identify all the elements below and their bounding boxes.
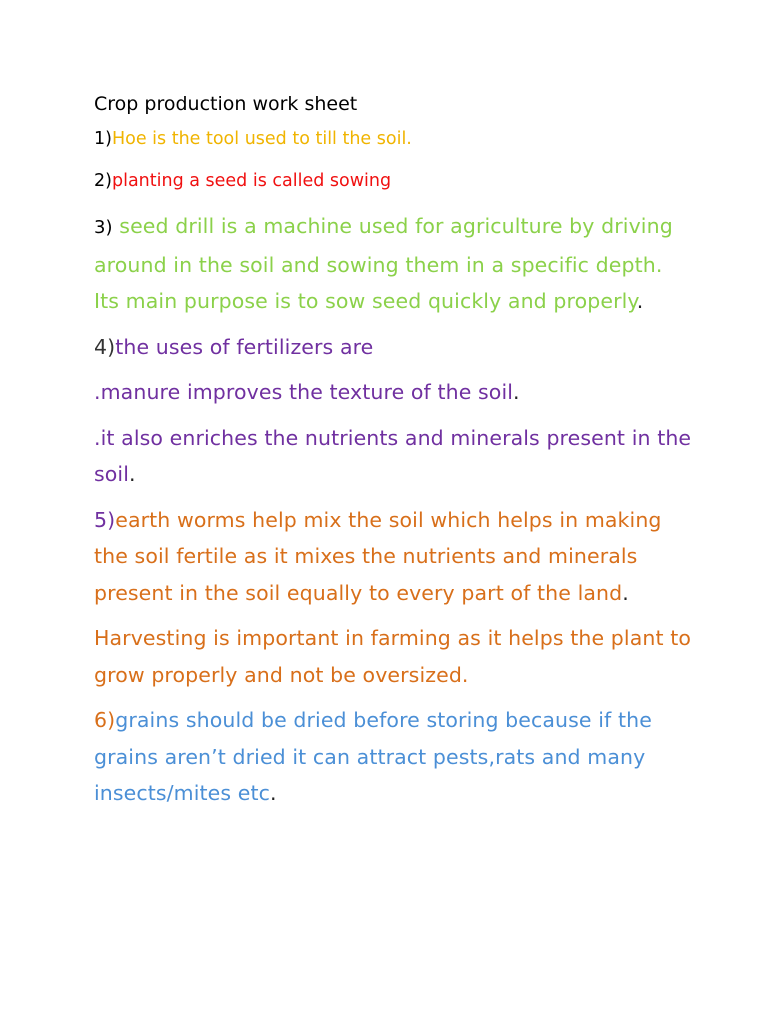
answer-2-text: planting a seed is called sowing — [111, 171, 392, 191]
worksheet-title: Crop production work sheet — [94, 93, 358, 115]
answer-6-end: . — [270, 781, 277, 805]
answer-5 — [94, 502, 694, 612]
answer-1 — [94, 124, 694, 154]
answer-4 — [94, 329, 694, 366]
answer-1-number: 1) — [94, 129, 112, 149]
answer-4-point-1 — [94, 374, 694, 411]
answer-6-number: 6) — [94, 708, 116, 732]
answer-4-point-1-text: .manure improves the texture of the soil — [94, 380, 514, 404]
answer-5-harvesting — [94, 620, 694, 693]
worksheet-page — [94, 88, 694, 821]
answer-3-end: . — [636, 289, 644, 313]
answer-1-text: Hoe is the tool used to till the soil. — [111, 129, 412, 149]
answer-3-number: 3) — [94, 217, 113, 238]
answer-4-point-2 — [94, 420, 694, 493]
answer-4-point-2-text: .it also enriches the nutrients and minerals present in the soil — [94, 425, 692, 486]
answer-3 — [94, 208, 694, 320]
answer-5-text: earth worms help mix the soil which helps in making the soil fertile as it mixes the nutrients and minerals present in the soil equally to every part of the land — [94, 507, 662, 605]
answer-4-point-2-end: . — [129, 462, 136, 486]
answer-5-number: 5) — [94, 507, 116, 532]
answer-5-harvesting-text: Harvesting is important in farming as it helps the plant to grow properly and not be oversized. — [94, 626, 691, 687]
answer-2-number: 2) — [94, 171, 112, 191]
answer-6-text: grains should be dried before storing because if the grains aren’t dried it can attract pests,rats and many insects/mites etc — [94, 708, 652, 805]
answer-2 — [94, 166, 694, 196]
answer-4-text: the uses of fertilizers are — [115, 334, 374, 359]
answer-5-end: . — [622, 580, 629, 605]
answer-4-number: 4) — [94, 334, 116, 359]
answer-3-text: seed drill is a machine used for agriculture by driving around in the soil and sowing them in a specific depth. Its main purpose is to sow seed quickly and properly — [94, 214, 673, 313]
answer-6 — [94, 702, 694, 812]
answer-4-point-1-end: . — [513, 380, 520, 404]
